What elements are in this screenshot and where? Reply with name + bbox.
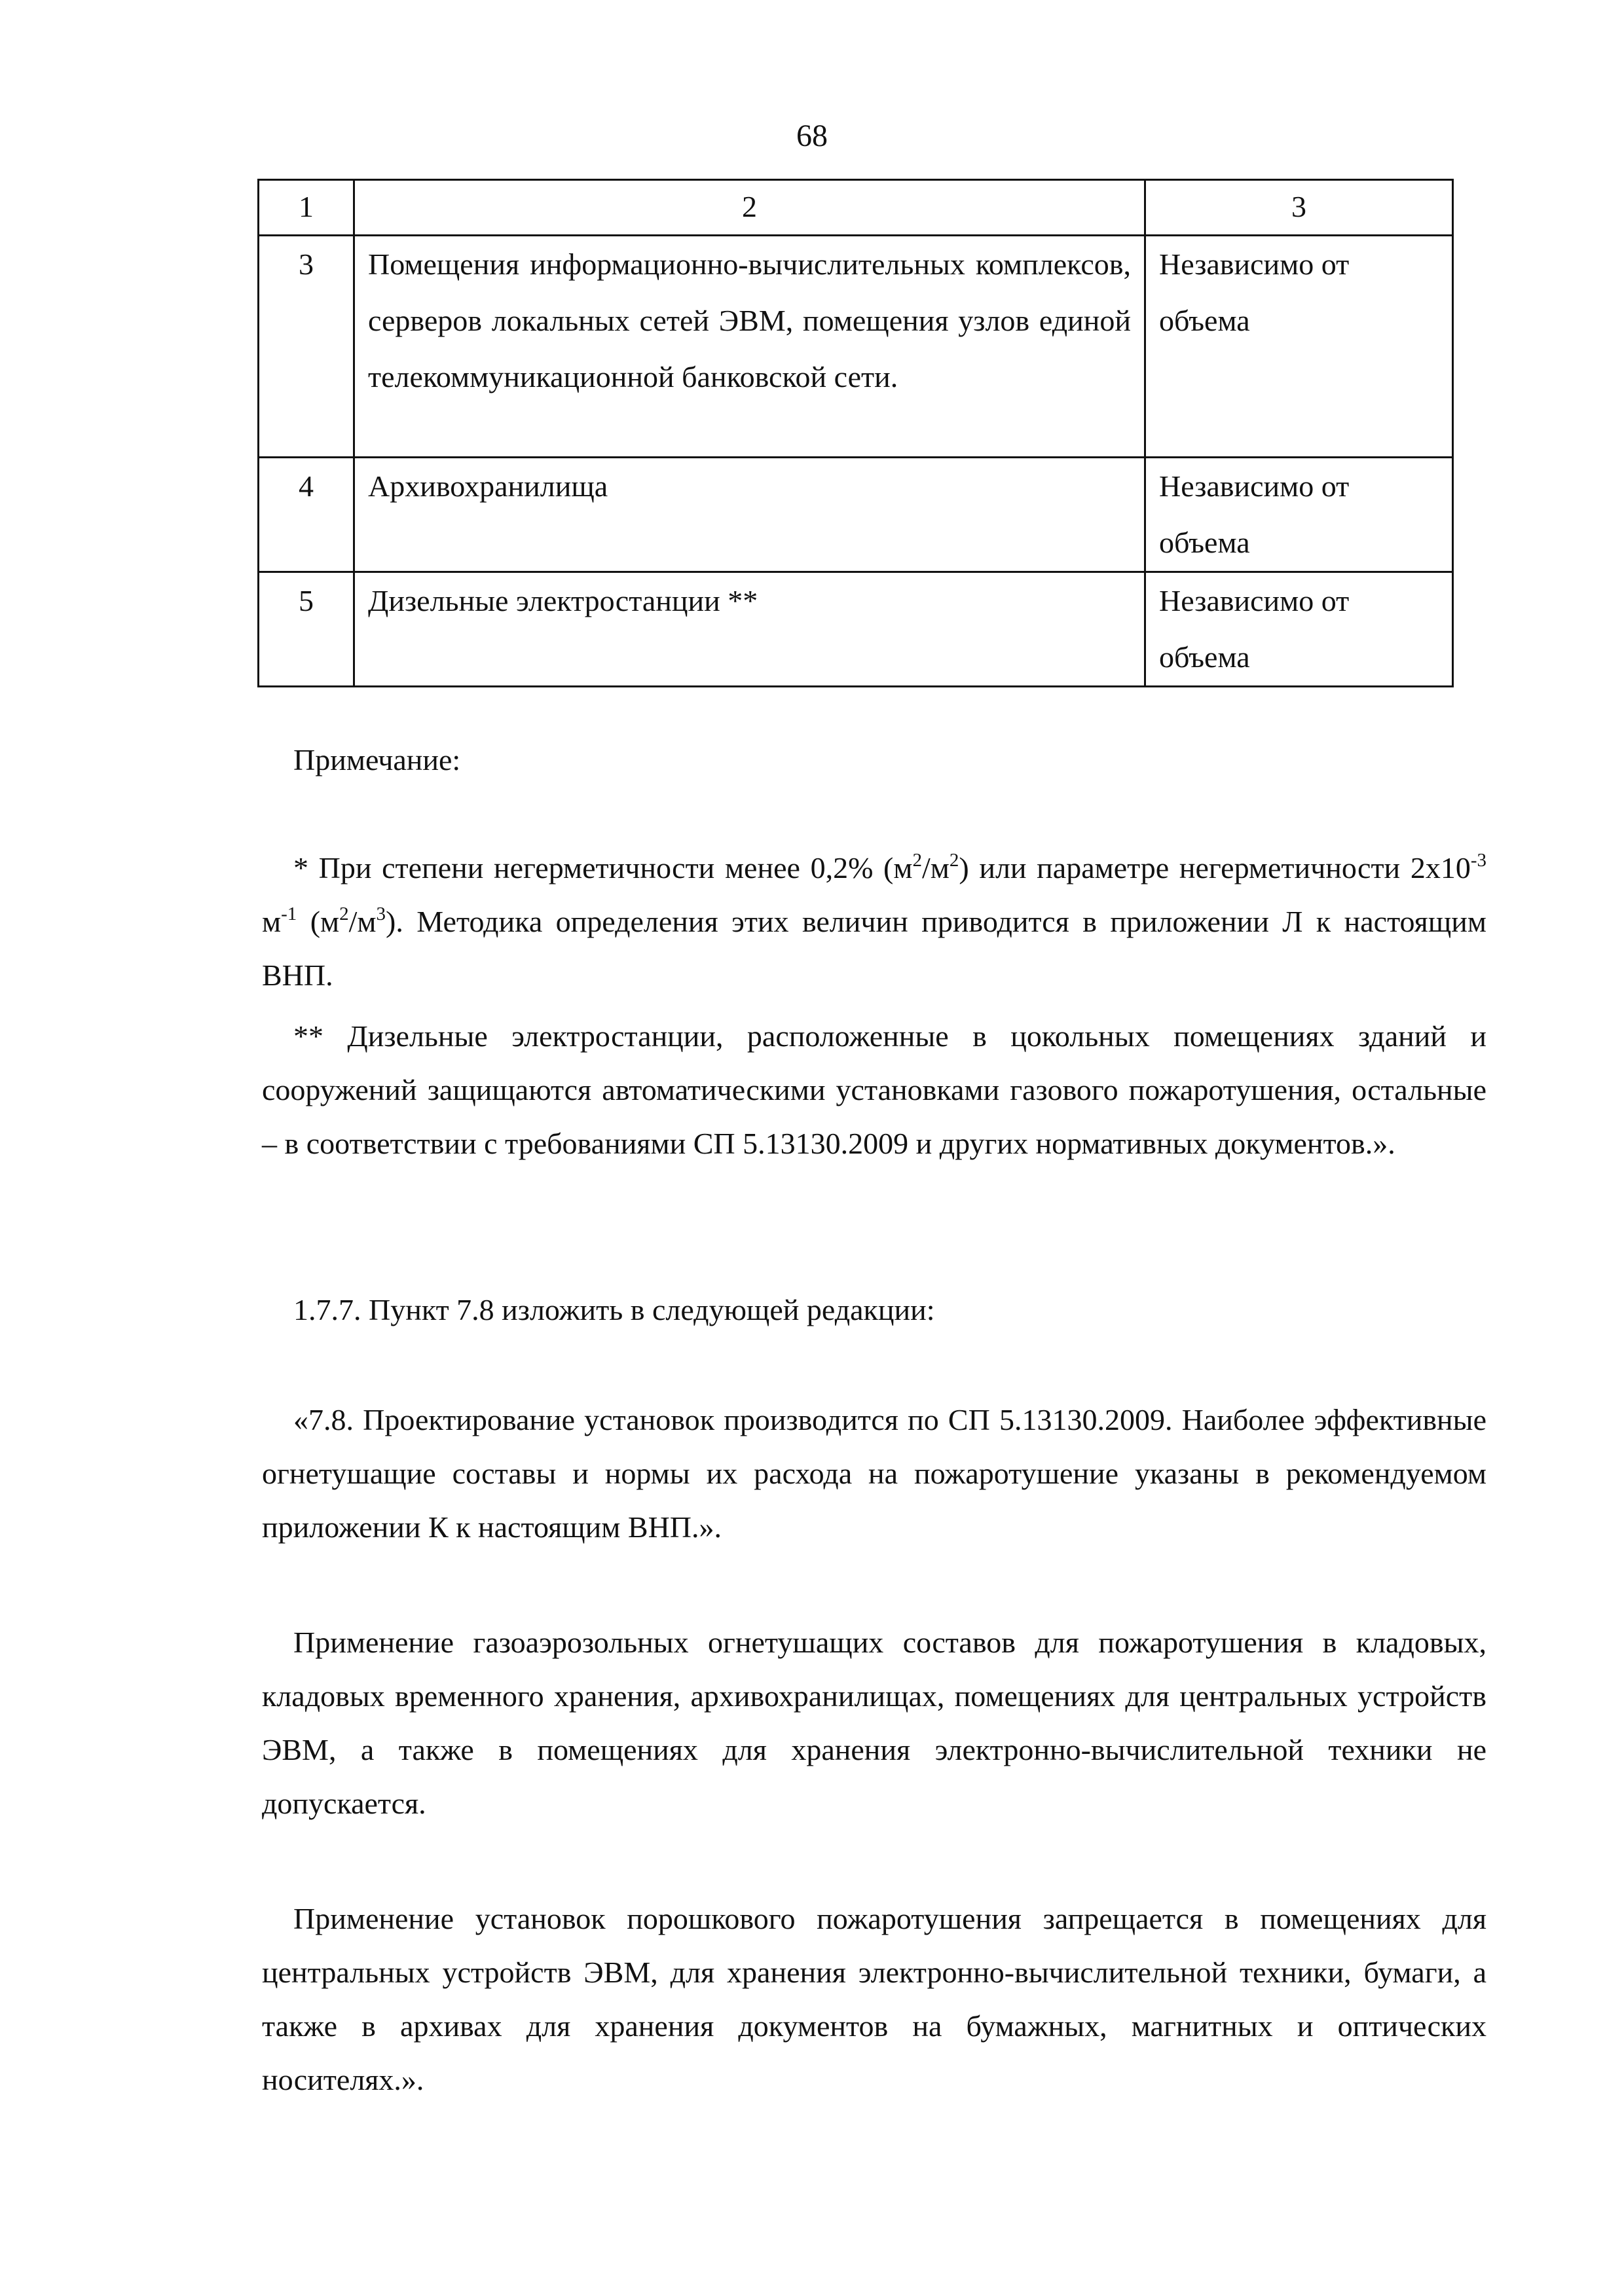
row-condition: Независимо от объема xyxy=(1145,572,1453,687)
clause-quote: «7.8. Проектирование установок производится по СП 5.13130.2009. Наиболее эффективные огнетушащие составы и нормы их расхода на пожаротушение указаны в рекомендуемом приложении К к настоящим ВНП.». xyxy=(262,1403,1486,1544)
row-condition: Независимо от объема xyxy=(1145,236,1453,458)
table-header-cell: 1 xyxy=(259,180,354,236)
note-1: * При степени негерметичности менее 0,2% $(м^2/м^2)$ или параметре негерметичности $2х10^{-3}$ $м^{-1}$ $(м^2/м^3)$. Методика определения этих величин приводится в приложении Л к настоящим ВНП. xyxy=(262,850,1486,992)
table-row xyxy=(259,458,1453,572)
gas-aerosol-paragraph: Применение газоаэрозольных огнетушащих составов для пожаротушения в кладовых, кладовых временного хранения, архивохранилищах, помещениях для центральных устройств ЭВМ, а также в помещениях для хранения электронно-вычислительной техники не допускается. xyxy=(262,1626,1486,1820)
row-description: Помещения информационно-вычислительных комплексов, серверов локальных сетей ЭВМ, помещения узлов единой телекоммуникационной банковской сети. xyxy=(354,236,1145,458)
table-header-row xyxy=(259,180,1453,236)
clause-heading: 1.7.7. Пункт 7.8 изложить в следующей редакции: xyxy=(293,1293,935,1326)
table-row xyxy=(259,236,1453,458)
row-number: 3 xyxy=(259,236,354,458)
table-row xyxy=(259,572,1453,687)
note-2: ** Дизельные электростанции, расположенные в цокольных помещениях зданий и сооружений защищаются автоматическими установками газового пожаротушения, остальные – в соответствии с требованиями СП 5.13130.2009 и других нормативных документов.». xyxy=(262,1019,1486,1160)
note-title: Примечание: xyxy=(293,743,461,776)
page-number: 68 xyxy=(796,118,828,153)
table-header-cell: 3 xyxy=(1145,180,1453,236)
requirements-table xyxy=(257,179,1454,687)
row-description: Дизельные электростанции ** xyxy=(354,572,1145,687)
row-description: Архивохранилища xyxy=(354,458,1145,572)
table-header-cell: 2 xyxy=(354,180,1145,236)
row-number: 4 xyxy=(259,458,354,572)
row-condition: Независимо от объема xyxy=(1145,458,1453,572)
powder-paragraph: Применение установок порошкового пожаротушения запрещается в помещениях для центральных устройств ЭВМ, для хранения электронно-вычислительной техники, бумаги, а также в архивах для хранения документов на бумажных, магнитных и оптических носителях.». xyxy=(262,1902,1486,2096)
row-number: 5 xyxy=(259,572,354,687)
